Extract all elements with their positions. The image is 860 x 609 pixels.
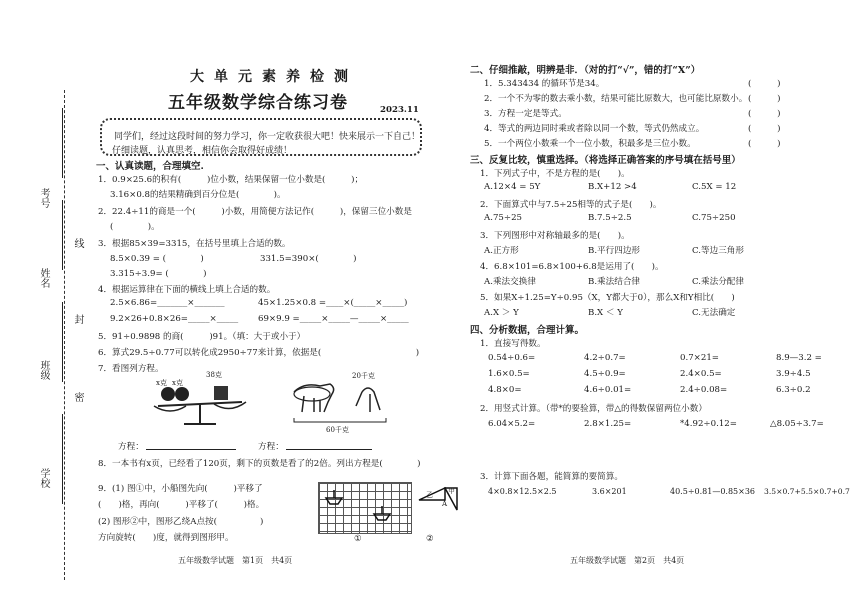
choice-2-c[interactable]: C.75÷250: [692, 213, 736, 223]
section-4-heading: 四、分析数据，合理计算。: [470, 325, 585, 336]
notice-box: [100, 118, 422, 156]
choice-3-a[interactable]: A.正方形: [484, 246, 519, 256]
shape-yi-label: 乙: [426, 491, 433, 499]
choice-1-b[interactable]: B.X+12 >4: [588, 182, 637, 192]
q9-part1b: ( )格，再向( )平移了( )格。: [98, 500, 265, 510]
binding-seal-mi: 密: [72, 392, 83, 402]
simplify-calc: 40.5÷0.81—0.85×36: [670, 487, 756, 496]
q4d: 69×9.9 =_____×_____—_____×_____: [258, 314, 409, 324]
judge-2-answer[interactable]: ( ): [748, 94, 781, 104]
q9-part2b: 方向旋转( )度，就得到图形甲。: [98, 533, 234, 543]
q4: 4．根据运算律在下面的横线上填上合适的数。: [98, 285, 276, 295]
simplify-calc: 4×0.8×12.5×2.5: [488, 487, 557, 496]
q2: 2．22.4÷11的商是一个( )小数，用简便方法记作( )，保留三位小数是: [98, 207, 412, 217]
q4a: 2.5×6.86=_______×_______: [110, 298, 225, 308]
binding-class: 班级: [38, 360, 49, 380]
rotation-figure: [415, 476, 463, 532]
q9-part1: 9．(1) 图①中，小船图先向( )平移了: [98, 484, 263, 494]
direct-calc: 0.54÷0.6=: [488, 353, 536, 363]
choice-3-b[interactable]: B.平行四边形: [588, 246, 641, 256]
q3b: 331.5=390×( ): [260, 254, 357, 264]
choice-3-c[interactable]: C.等边三角形: [692, 246, 744, 256]
simplify-calc: 3.6×201: [592, 487, 627, 496]
direct-calc: 2.4÷0.08=: [680, 385, 728, 395]
section-1-heading: 一、认真读题，合理填空.: [96, 161, 204, 172]
seal-line: [64, 90, 65, 580]
choice-5-b[interactable]: B.X ＜ Y: [588, 308, 623, 318]
q3c: 3.315÷3.9= ( ): [110, 269, 207, 279]
class-line: [62, 302, 63, 382]
equation-answer-line-1[interactable]: [146, 449, 236, 450]
choice-4-c[interactable]: C.乘法分配律: [692, 277, 744, 287]
vertical-calc: 2.8×1.25=: [584, 419, 632, 429]
binding-name: 姓名: [38, 268, 49, 288]
direct-calc: 4.5÷0.9=: [584, 369, 626, 379]
judge-5-answer[interactable]: ( ): [748, 139, 781, 149]
vertical-calc: *4.92÷0.12=: [680, 419, 737, 429]
direct-calc: 4.2÷0.7=: [584, 353, 626, 363]
q4b: 45×1.25×0.8 =____×(_____×_____): [258, 298, 408, 308]
q7: 7．看图列方程。: [98, 364, 164, 374]
choice-2: 2．下面算式中与7.5÷25相等的式子是( )。: [480, 200, 662, 210]
direct-calc: 3.9÷4.5: [776, 369, 811, 379]
choice-5-c[interactable]: C.无法确定: [692, 308, 736, 318]
judge-4-answer[interactable]: ( ): [748, 124, 781, 134]
vertical-calc: 6.04×5.2=: [488, 419, 536, 429]
notice-line-1: 同学们，经过这段时间的努力学习，你一定收获很大吧！快来展示一下自己！: [114, 132, 421, 142]
exam-no-line: [62, 108, 63, 178]
direct-calc: 2.4×0.5=: [680, 369, 722, 379]
fig-label-60kg: 60千克: [326, 426, 349, 434]
judge-3-answer[interactable]: ( ): [748, 109, 781, 119]
judge-5: 5．一个两位小数乘一个一位小数，积最多是三位小数。: [484, 139, 696, 149]
notice-line-2: 仔细读题，认真思考，相信你会取得好成绩！: [112, 146, 293, 156]
choice-2-b[interactable]: B.7.5÷2.5: [588, 213, 632, 223]
choice-1-c[interactable]: C.5X = 12: [692, 182, 737, 192]
q9-part2: (2) 图形②中，图形乙绕A点按( ): [98, 517, 264, 527]
choice-1-a[interactable]: A.12×4 = 5Y: [484, 182, 541, 192]
shape-jia-label: 甲: [448, 487, 455, 495]
choice-5: 5．如果X÷1.25=Y÷0.95（X，Y都大于0），那么X和Y相比( ): [480, 293, 735, 303]
binding-school: 学校: [38, 468, 49, 488]
simplify-calc: 3.5×0.7+5.5×0.7+0.7: [764, 487, 850, 496]
choice-4: 4．6.8×101=6.8×100+6.8是运用了( )。: [480, 262, 664, 272]
page-title: 五年级数学综合练习卷: [168, 93, 348, 113]
exam-date: 2023.11: [380, 105, 419, 115]
subsection-2: 2．用竖式计算。（带*的要验算，带△的得数保留两位小数）: [480, 404, 707, 414]
point-a-label: A: [442, 500, 448, 508]
direct-calc: 0.7×21=: [680, 353, 720, 363]
figure-2-caption: ②: [426, 534, 434, 544]
fig-label-20kg: 20千克: [352, 372, 375, 380]
binding-seal-feng: 封: [72, 314, 83, 324]
judge-3: 3．方程一定是等式。: [484, 109, 567, 119]
direct-calc: 4.8×0=: [488, 385, 522, 395]
binding-seal-xian: 线: [72, 238, 83, 248]
judge-2: 2．一个不为零的数去乘小数，结果可能比原数大，也可能比原数小。: [484, 94, 748, 104]
binding-margin: [0, 0, 92, 609]
judge-1-answer[interactable]: ( ): [748, 79, 781, 89]
direct-calc: 1.6×0.5=: [488, 369, 530, 379]
choice-2-a[interactable]: A.75÷25: [484, 213, 523, 223]
q3a: 8.5×0.39 = ( ): [110, 254, 204, 264]
binding-exam-no: 考号: [38, 188, 49, 208]
fig-label-38g: 38克: [206, 371, 222, 379]
boat-shapes: [318, 482, 410, 532]
school-line: [62, 414, 63, 504]
footer-page-2: 五年级数学试题 第2页 共4页: [570, 556, 685, 565]
equation-label-1: 方程：: [118, 442, 144, 452]
choice-4-b[interactable]: B.乘法结合律: [588, 277, 641, 287]
choice-5-a[interactable]: A.X ＞ Y: [484, 308, 519, 318]
fig-label-x2: x克: [172, 379, 183, 387]
q5: 5．91÷0.9898 的商( )91。（填：大于或小于）: [98, 332, 306, 342]
figure-1-caption: ①: [354, 534, 362, 544]
tiger-bird-figure: [290, 372, 390, 432]
section-3-heading: 三、反复比较，慎重选择。（将选择正确答案的序号填在括号里）: [470, 155, 741, 166]
subsection-3: 3．计算下面各题，能简算的要简算。: [480, 472, 623, 482]
direct-calc: 8.9—3.2 =: [776, 353, 822, 363]
name-line: [62, 200, 63, 270]
equation-answer-line-2[interactable]: [286, 449, 372, 450]
q8: 8．一本书有x页，已经看了120页，剩下的页数是看了的2倍。列出方程是( ): [98, 459, 421, 469]
vertical-calc: △8.05÷3.7=: [770, 419, 824, 429]
section-2-heading: 二、仔细推敲，明辨是非．（对的打“√”，错的打“X”）: [470, 65, 701, 76]
title-top: 大单元素养检测: [190, 69, 358, 85]
q6: 6．算式29.5÷0.77可以转化成2950÷77来计算，依据是( ): [98, 348, 420, 358]
footer-page-1: 五年级数学试题 第1页 共4页: [178, 556, 293, 565]
q1: 1．0.9×25.6的积有( )位小数，结果保留一位小数是( )；: [98, 175, 364, 185]
equation-label-2: 方程：: [258, 442, 284, 452]
q4c: 9.2×26+0.8×26=_____×_____: [110, 314, 239, 324]
judge-4: 4．等式的两边同时乘或者除以同一个数，等式仍然成立。: [484, 124, 705, 134]
direct-calc: 6.3÷0.2: [776, 385, 811, 395]
choice-3: 3．下列图形中对称轴最多的是( )。: [480, 231, 630, 241]
q2b: ( )。: [110, 222, 160, 232]
choice-4-a[interactable]: A.乘法交换律: [484, 277, 536, 287]
q3: 3．根据85×39=3315，在括号里填上合适的数。: [98, 239, 291, 249]
q1b: 3.16×0.8的结果精确到百分位是( )。: [110, 190, 286, 200]
subsection-1: 1．直接写得数。: [480, 339, 546, 349]
fig-label-x1: x克: [156, 379, 167, 387]
choice-1: 1．下列式子中，不是方程的是( )。: [480, 169, 630, 179]
direct-calc: 4.6÷0.01=: [584, 385, 632, 395]
judge-1: 1．5.343434 的循环节是34。: [484, 79, 605, 89]
